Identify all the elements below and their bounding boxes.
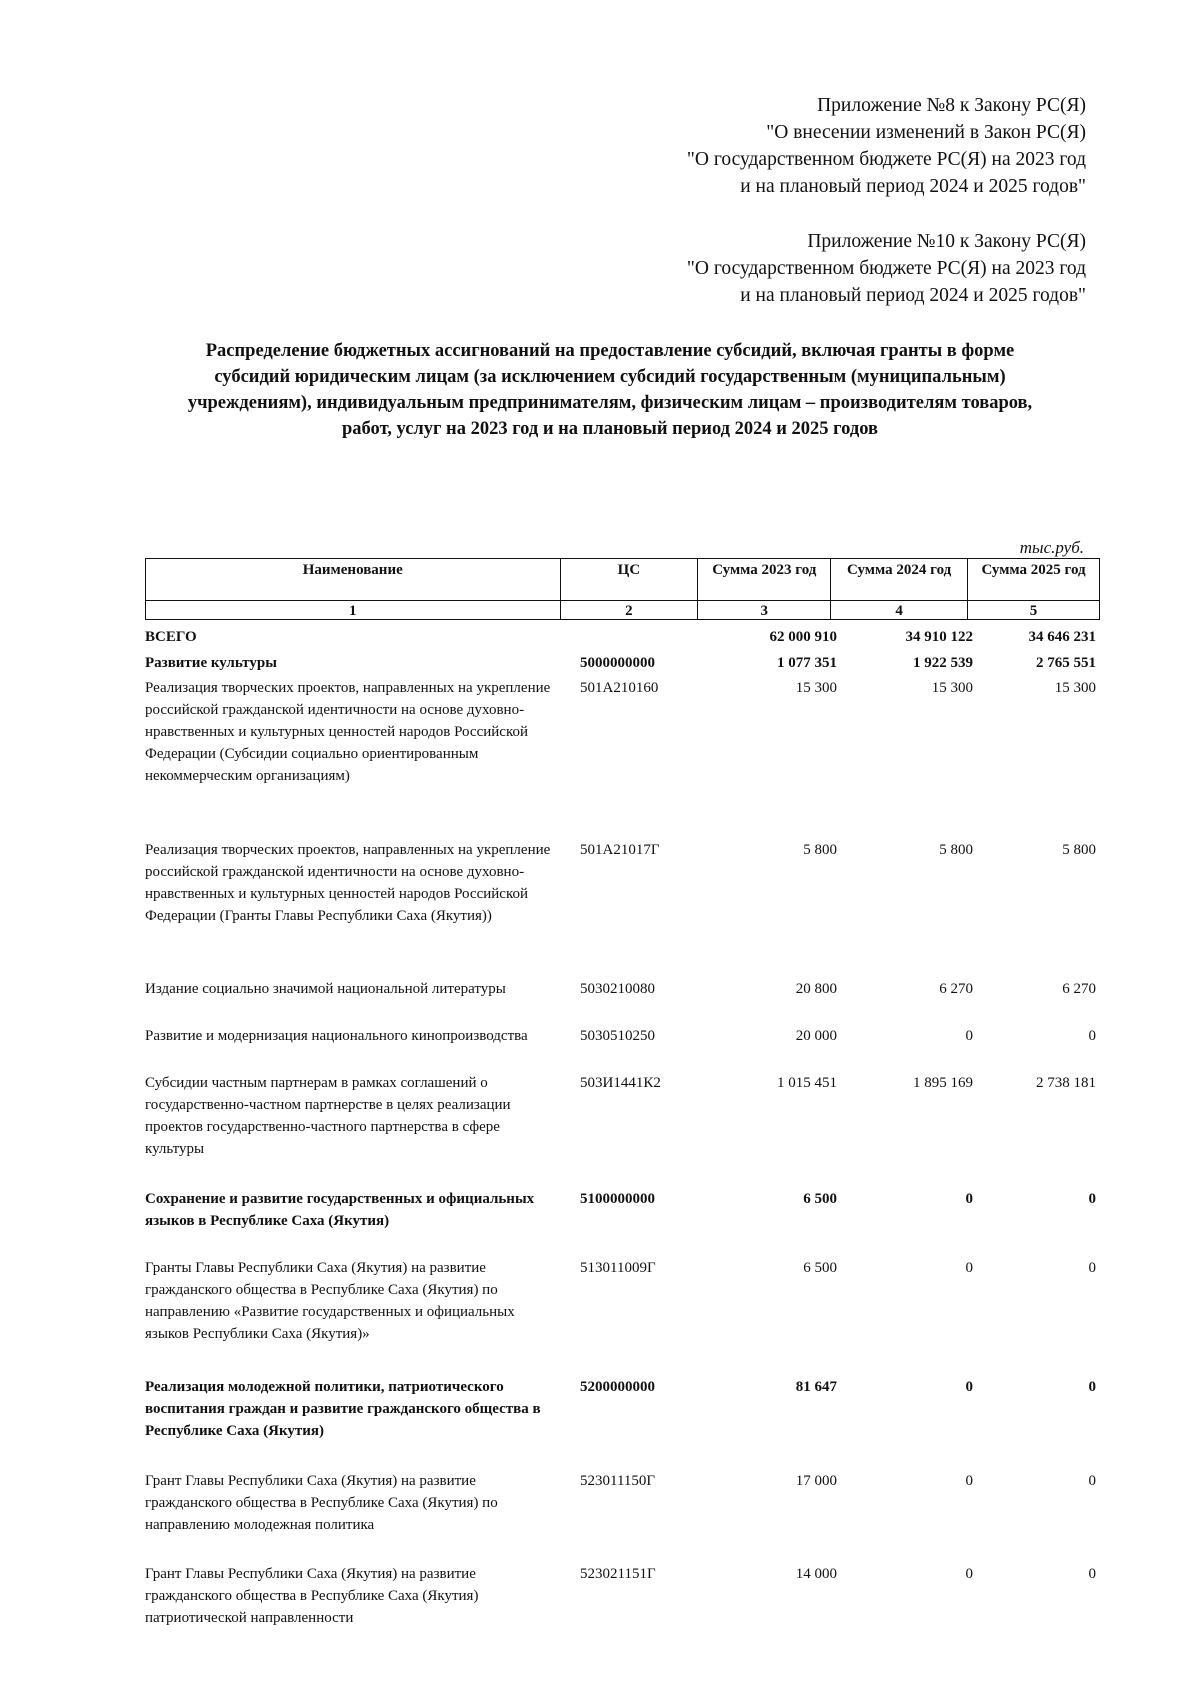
appendix-10-line: "О государственном бюджете РС(Я) на 2023 год — [686, 258, 1086, 279]
units-label: тыс.руб. — [1019, 538, 1084, 557]
row-sum-2025: 15 300 — [1054, 680, 1096, 696]
row-code: 523011150Г — [580, 1473, 656, 1489]
table-header — [145, 558, 1100, 620]
row-name: Сохранение и развитие государственных и официальных языков в Республике Саха (Якутия) — [145, 1191, 535, 1229]
appendix-10-header — [687, 228, 1086, 309]
row-sum-2023: 14 000 — [795, 1566, 837, 1582]
row-code: 501A210160 — [580, 680, 659, 696]
row-sum-2024: 0 — [965, 1191, 973, 1207]
row-sum-2025: 0 — [1088, 1260, 1096, 1276]
row-sum-2023: 6 500 — [803, 1191, 837, 1207]
row-name: Субсидии частным партнерам в рамках соглашений о государственно-частном партнерстве в целях реализации проектов государственно-частного партнерства в сфере культуры — [145, 1075, 511, 1157]
row-sum-2024: 1 895 169 — [913, 1075, 973, 1091]
title-line: субсидий юридическим лицам (за исключением субсидий государственным (муниципальным) — [214, 367, 1006, 387]
title-line: учреждениям), индивидуальным предпринимателям, физическим лицам – производителям товаров, — [187, 393, 1033, 413]
title-line: Распределение бюджетных ассигнований на предоставление субсидий, включая гранты в форме — [205, 341, 1015, 361]
row-sum-2025: 5 800 — [1062, 842, 1096, 858]
row-name: Грант Главы Республики Саха (Якутия) на развитие гражданского общества в Республике Саха (Якутия) по направлению молодежная политика — [145, 1473, 498, 1533]
row-sum-2023: 1 015 451 — [777, 1075, 837, 1091]
row-sum-2023: 5 800 — [803, 842, 837, 858]
row-code: 513011009Г — [580, 1260, 656, 1276]
appendix-8-line: Приложение №8 к Закону РС(Я) — [817, 95, 1086, 116]
header-sum-2023: Сумма 2023 год — [698, 559, 831, 601]
header-col-number: 2 — [560, 601, 698, 620]
row-code: 523021151Г — [580, 1566, 656, 1582]
header-col-number: 1 — [146, 601, 561, 620]
row-name: Развитие и модернизация национального кинопроизводства — [145, 1028, 528, 1044]
row-name: Реализация творческих проектов, направленных на укрепление российской гражданской идентичности на основе духовно-нравственных и культурных ценностей народов Российской Федерации (Гранты Главы Республики Саха (Якутия)) — [145, 842, 551, 924]
header-code: ЦС — [560, 559, 698, 601]
document-title — [110, 338, 1110, 442]
row-name: Реализация молодежной политики, патриотического воспитания граждан и развитие гражданского общества в Республике Саха (Якутия) — [145, 1379, 541, 1439]
appendix-8-line: и на плановый период 2024 и 2025 годов" — [740, 176, 1086, 197]
row-sum-2023: 20 000 — [795, 1028, 837, 1044]
row-sum-2023: 81 647 — [795, 1379, 837, 1395]
row-code: 501A21017Г — [580, 842, 660, 858]
row-sum-2025: 0 — [1088, 1566, 1096, 1582]
row-sum-2024: 0 — [965, 1379, 973, 1395]
row-name: Грант Главы Республики Саха (Якутия) на развитие гражданского общества в Республике Саха (Якутия) патриотической направленности — [145, 1566, 479, 1626]
row-sum-2023: 62 000 910 — [769, 629, 837, 645]
row-sum-2024: 15 300 — [931, 680, 973, 696]
row-name: Издание социально значимой национальной литературы — [145, 981, 506, 997]
row-code: 5030210080 — [580, 981, 655, 997]
row-sum-2025: 0 — [1088, 1473, 1096, 1489]
appendix-10-line: и на плановый период 2024 и 2025 годов" — [740, 285, 1086, 306]
row-sum-2023: 6 500 — [803, 1260, 837, 1276]
row-sum-2025: 0 — [1088, 1191, 1096, 1207]
row-sum-2024: 0 — [965, 1566, 973, 1582]
header-sum-2025: Сумма 2025 год — [968, 559, 1100, 601]
row-sum-2023: 17 000 — [795, 1473, 837, 1489]
row-sum-2025: 0 — [1088, 1379, 1096, 1395]
row-sum-2024: 5 800 — [939, 842, 973, 858]
row-code: 5000000000 — [580, 655, 655, 671]
row-name: ВСЕГО — [145, 629, 197, 645]
row-sum-2025: 6 270 — [1062, 981, 1096, 997]
header-sum-2024: Сумма 2024 год — [831, 559, 968, 601]
row-sum-2024: 6 270 — [939, 981, 973, 997]
appendix-8-line: "О государственном бюджете РС(Я) на 2023 год — [686, 149, 1086, 170]
appendix-8-header — [687, 92, 1086, 200]
row-code: 5100000000 — [580, 1191, 655, 1207]
row-sum-2023: 1 077 351 — [777, 655, 837, 671]
row-sum-2025: 2 738 181 — [1036, 1075, 1096, 1091]
appendix-10-line: Приложение №10 к Закону РС(Я) — [807, 231, 1086, 252]
header-name: Наименование — [146, 559, 561, 601]
row-code: 5200000000 — [580, 1379, 655, 1395]
row-sum-2025: 0 — [1088, 1028, 1096, 1044]
header-col-number: 5 — [968, 601, 1100, 620]
row-code: 5030510250 — [580, 1028, 655, 1044]
row-sum-2023: 15 300 — [795, 680, 837, 696]
row-sum-2023: 20 800 — [795, 981, 837, 997]
row-sum-2025: 2 765 551 — [1036, 655, 1096, 671]
row-name: Развитие культуры — [145, 655, 277, 671]
appendix-8-line: "О внесении изменений в Закон РС(Я) — [766, 122, 1086, 143]
row-code: 503И1441К2 — [580, 1075, 661, 1091]
row-name: Реализация творческих проектов, направленных на укрепление российской гражданской идентичности на основе духовно-нравственных и культурных ценностей народов Российской Федерации (Субсидии социально ориентированным некоммерческим организациям) — [145, 680, 551, 784]
header-col-number: 3 — [698, 601, 831, 620]
row-name: Гранты Главы Республики Саха (Якутия) на развитие гражданского общества в Республике Саха (Якутия) по направлению «Развитие государственных и официальных языков Республики Саха (Якутия)» — [145, 1260, 515, 1342]
row-sum-2025: 34 646 231 — [1028, 629, 1096, 645]
header-col-number: 4 — [831, 601, 968, 620]
row-sum-2024: 0 — [965, 1473, 973, 1489]
row-sum-2024: 34 910 122 — [905, 629, 973, 645]
row-sum-2024: 0 — [965, 1260, 973, 1276]
title-line: работ, услуг на 2023 год и на плановый период 2024 и 2025 годов — [342, 419, 878, 439]
row-sum-2024: 0 — [965, 1028, 973, 1044]
row-sum-2024: 1 922 539 — [913, 655, 973, 671]
